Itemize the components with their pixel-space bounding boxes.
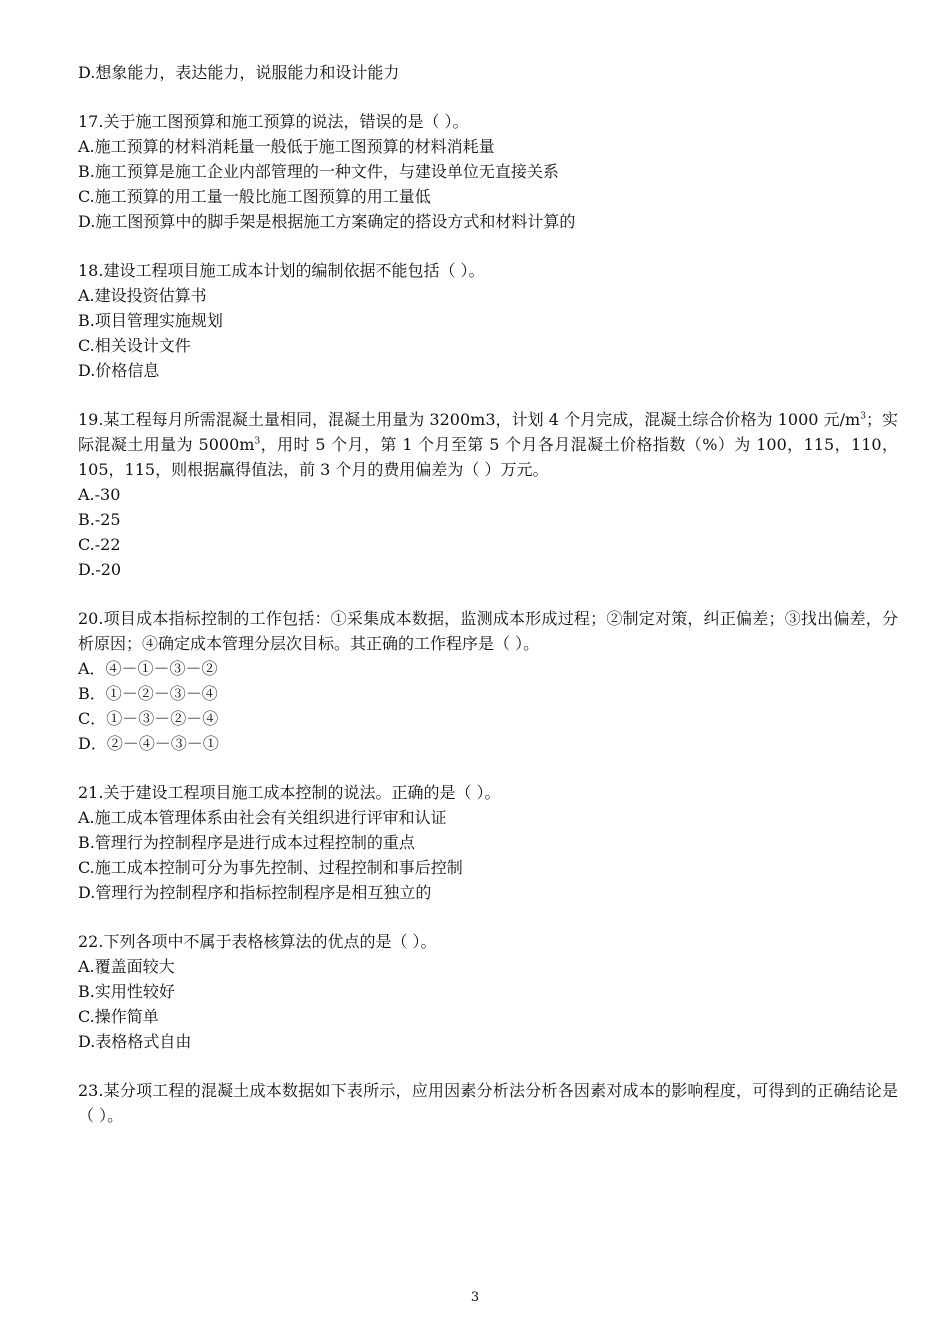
option-c: C.施工成本控制可分为事先控制、过程控制和事后控制: [78, 858, 463, 877]
option-d: D.施工图预算中的脚手架是根据施工方案确定的搭设方式和材料计算的: [78, 212, 576, 231]
question-stem: [78, 407, 898, 482]
question-23: [78, 1078, 898, 1128]
option-b: B.-25: [78, 510, 121, 529]
cubic-superscript: 3: [254, 436, 261, 447]
option-a: A．④－①－③－②: [78, 659, 218, 678]
previous-question-option-d: D.想象能力，表达能力，说服能力和设计能力: [78, 63, 400, 82]
question-stem: 22.下列各项中不属于表格核算法的优点的是（ ）。: [78, 932, 437, 951]
question-stem: 21.关于建设工程项目施工成本控制的说法。正确的是（ ）。: [78, 783, 501, 802]
question-22: [78, 929, 898, 1054]
stem-part-1: 19.某工程每月所需混凝土量相同，混凝土用量为 3200m3，计划 4 个月完成，混凝土综合价格为 1000 元/m: [78, 410, 861, 429]
question-18: [78, 258, 898, 383]
option-b: B.项目管理实施规划: [78, 311, 223, 330]
question-stem: 17.关于施工图预算和施工预算的说法，错误的是（ ）。: [78, 112, 469, 131]
option-d: D．②－④－③－①: [78, 734, 219, 753]
question-19: [78, 407, 898, 582]
option-c: C．①－③－②－④: [78, 709, 219, 728]
option-a: A.-30: [78, 485, 121, 504]
option-b: B．①－②－③－④: [78, 684, 218, 703]
stem-part-2: ；实际混凝土用量为 5000m: [78, 410, 898, 454]
question-stem: 20.项目成本指标控制的工作包括：①采集成本数据，监测成本形成过程；②制定对策，纠正偏差；③找出偏差，分析原因；④确定成本管理分层次目标。其正确的工作程序是（ ）。: [78, 609, 898, 653]
option-a: A.建设投资估算书: [78, 286, 207, 305]
stem-part-3: ，用时 5 个月，第 1 个月至第 5 个月各月混凝土价格指数（%）为 100，115，110，105，115，则根据赢得值法，前 3 个月的费用偏差为（ ）万元。: [78, 435, 898, 479]
option-b: B.实用性较好: [78, 982, 175, 1001]
option-c: C.-22: [78, 535, 121, 554]
option-c: C.相关设计文件: [78, 336, 191, 355]
option-a: A.施工成本管理体系由社会有关组织进行评审和认证: [78, 808, 447, 827]
option-b: B.施工预算是施工企业内部管理的一种文件，与建设单位无直接关系: [78, 162, 559, 181]
question-21: [78, 780, 898, 905]
option-d: D.-20: [78, 560, 122, 579]
question-20: [78, 606, 898, 756]
cubic-superscript: 3: [860, 411, 866, 422]
page-number: 3: [470, 1290, 480, 1305]
option-d: D.管理行为控制程序和指标控制程序是相互独立的: [78, 883, 432, 902]
document-page: [78, 60, 898, 1128]
question-stem: 18.建设工程项目施工成本计划的编制依据不能包括（ ）。: [78, 261, 485, 280]
option-b: B.管理行为控制程序是进行成本过程控制的重点: [78, 833, 415, 852]
option-d: D.价格信息: [78, 361, 160, 380]
option-c: C.施工预算的用工量一般比施工图预算的用工量低: [78, 187, 431, 206]
option-a: A.覆盖面较大: [78, 957, 175, 976]
option-c: C.操作简单: [78, 1007, 159, 1026]
question-stem: 23.某分项工程的混凝土成本数据如下表所示，应用因素分析法分析各因素对成本的影响程度，可得到的正确结论是（ ）。: [78, 1081, 898, 1125]
option-a: A.施工预算的材料消耗量一般低于施工图预算的材料消耗量: [78, 137, 495, 156]
option-d: D.表格格式自由: [78, 1032, 192, 1051]
question-17: [78, 109, 898, 234]
